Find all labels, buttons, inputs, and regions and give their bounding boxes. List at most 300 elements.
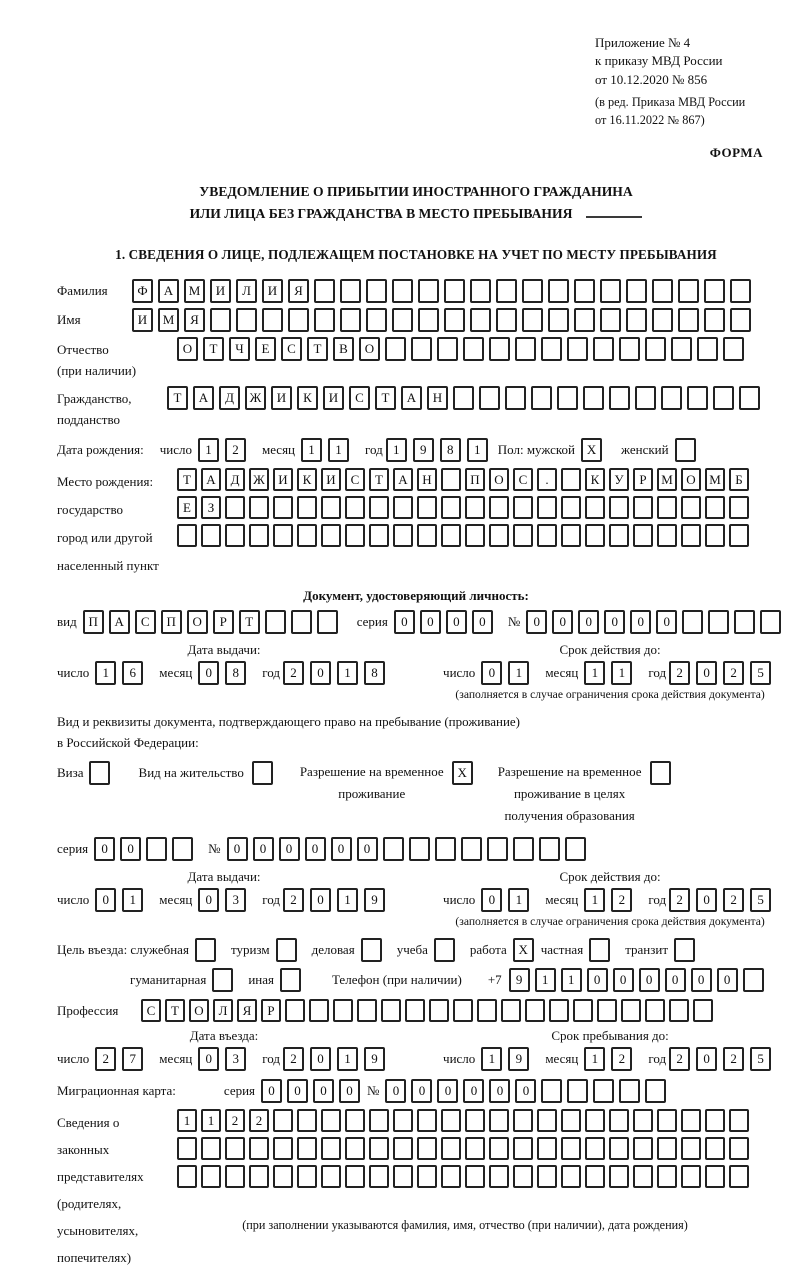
form-cell[interactable] bbox=[417, 524, 437, 547]
form-cell[interactable] bbox=[567, 337, 588, 361]
form-cell[interactable]: А bbox=[401, 386, 422, 410]
form-cell[interactable]: 1 bbox=[328, 438, 349, 462]
form-cell[interactable] bbox=[489, 524, 509, 547]
form-cell[interactable]: Е bbox=[177, 496, 197, 519]
form-cell[interactable]: 0 bbox=[305, 837, 326, 861]
form-cell[interactable] bbox=[345, 1137, 365, 1160]
form-cell[interactable] bbox=[729, 496, 749, 519]
form-cell[interactable] bbox=[657, 1137, 677, 1160]
form-cell[interactable]: 0 bbox=[339, 1079, 360, 1103]
form-cell[interactable] bbox=[201, 1137, 221, 1160]
form-cell[interactable] bbox=[652, 279, 673, 303]
form-cell[interactable] bbox=[681, 524, 701, 547]
form-cell[interactable] bbox=[89, 761, 110, 785]
form-cell[interactable] bbox=[249, 1165, 269, 1188]
form-cell[interactable]: И bbox=[210, 279, 231, 303]
form-cell[interactable]: 0 bbox=[385, 1079, 406, 1103]
form-cell[interactable]: 0 bbox=[120, 837, 141, 861]
form-cell[interactable] bbox=[585, 1137, 605, 1160]
form-cell[interactable] bbox=[489, 1109, 509, 1132]
form-cell[interactable] bbox=[548, 279, 569, 303]
form-cell[interactable] bbox=[340, 308, 361, 332]
form-cell[interactable] bbox=[453, 999, 473, 1022]
form-cell[interactable] bbox=[333, 999, 353, 1022]
form-cell[interactable] bbox=[687, 386, 708, 410]
form-cell[interactable]: 2 bbox=[723, 888, 744, 912]
form-cell[interactable] bbox=[393, 496, 413, 519]
form-cell[interactable] bbox=[705, 1137, 725, 1160]
form-cell[interactable]: 0 bbox=[227, 837, 248, 861]
form-cell[interactable]: 9 bbox=[509, 968, 530, 992]
form-cell[interactable] bbox=[635, 386, 656, 410]
form-cell[interactable]: 0 bbox=[515, 1079, 536, 1103]
form-cell[interactable] bbox=[470, 279, 491, 303]
form-cell[interactable] bbox=[309, 999, 329, 1022]
form-cell[interactable]: 1 bbox=[198, 438, 219, 462]
form-cell[interactable] bbox=[574, 308, 595, 332]
form-cell[interactable]: 0 bbox=[310, 888, 331, 912]
form-cell[interactable]: С bbox=[345, 468, 365, 491]
form-cell[interactable]: 1 bbox=[611, 661, 632, 685]
form-cell[interactable] bbox=[285, 999, 305, 1022]
form-cell[interactable] bbox=[713, 386, 734, 410]
form-cell[interactable] bbox=[465, 496, 485, 519]
form-cell[interactable]: С bbox=[141, 999, 161, 1022]
form-cell[interactable] bbox=[392, 308, 413, 332]
form-cell[interactable] bbox=[249, 524, 269, 547]
form-cell[interactable]: Л bbox=[213, 999, 233, 1022]
form-cell[interactable]: 0 bbox=[95, 888, 116, 912]
form-cell[interactable] bbox=[288, 308, 309, 332]
form-cell[interactable] bbox=[675, 438, 696, 462]
form-cell[interactable] bbox=[477, 999, 497, 1022]
form-cell[interactable]: 0 bbox=[261, 1079, 282, 1103]
form-cell[interactable]: 7 bbox=[122, 1047, 143, 1071]
form-cell[interactable] bbox=[297, 1109, 317, 1132]
form-cell[interactable]: М bbox=[184, 279, 205, 303]
form-cell[interactable] bbox=[393, 1165, 413, 1188]
form-cell[interactable] bbox=[489, 496, 509, 519]
form-cell[interactable]: 2 bbox=[723, 1047, 744, 1071]
form-cell[interactable] bbox=[671, 337, 692, 361]
form-cell[interactable] bbox=[705, 524, 725, 547]
form-cell[interactable]: Л bbox=[236, 279, 257, 303]
form-cell[interactable] bbox=[561, 468, 581, 491]
form-cell[interactable]: 1 bbox=[584, 888, 605, 912]
form-cell[interactable]: 9 bbox=[364, 1047, 385, 1071]
form-cell[interactable] bbox=[657, 1109, 677, 1132]
form-cell[interactable]: К bbox=[297, 386, 318, 410]
form-cell[interactable] bbox=[273, 1165, 293, 1188]
form-cell[interactable] bbox=[561, 524, 581, 547]
form-cell[interactable] bbox=[444, 308, 465, 332]
form-cell[interactable]: 0 bbox=[313, 1079, 334, 1103]
form-cell[interactable]: 1 bbox=[122, 888, 143, 912]
form-cell[interactable]: 0 bbox=[639, 968, 660, 992]
form-cell[interactable] bbox=[501, 999, 521, 1022]
form-cell[interactable] bbox=[489, 1165, 509, 1188]
form-cell[interactable] bbox=[678, 279, 699, 303]
form-cell[interactable] bbox=[681, 1137, 701, 1160]
form-cell[interactable] bbox=[385, 337, 406, 361]
form-cell[interactable]: 0 bbox=[420, 610, 441, 634]
form-cell[interactable] bbox=[383, 837, 404, 861]
form-cell[interactable] bbox=[513, 837, 534, 861]
form-cell[interactable] bbox=[249, 1137, 269, 1160]
form-cell[interactable]: 0 bbox=[94, 837, 115, 861]
form-cell[interactable] bbox=[177, 524, 197, 547]
form-cell[interactable] bbox=[730, 279, 751, 303]
form-cell[interactable] bbox=[678, 308, 699, 332]
form-cell[interactable]: Я bbox=[288, 279, 309, 303]
form-cell[interactable]: 0 bbox=[331, 837, 352, 861]
form-cell[interactable]: 1 bbox=[201, 1109, 221, 1132]
form-cell[interactable]: 2 bbox=[95, 1047, 116, 1071]
form-cell[interactable] bbox=[437, 337, 458, 361]
form-cell[interactable]: 1 bbox=[337, 1047, 358, 1071]
form-cell[interactable]: О bbox=[177, 337, 198, 361]
form-cell[interactable]: 0 bbox=[604, 610, 625, 634]
form-cell[interactable] bbox=[357, 999, 377, 1022]
form-cell[interactable] bbox=[273, 524, 293, 547]
form-cell[interactable] bbox=[609, 524, 629, 547]
form-cell[interactable]: Д bbox=[225, 468, 245, 491]
form-cell[interactable]: Т bbox=[177, 468, 197, 491]
form-cell[interactable] bbox=[681, 1165, 701, 1188]
form-cell[interactable] bbox=[593, 337, 614, 361]
form-cell[interactable]: Р bbox=[213, 610, 234, 634]
form-cell[interactable] bbox=[669, 999, 689, 1022]
form-cell[interactable]: 0 bbox=[310, 1047, 331, 1071]
form-cell[interactable] bbox=[705, 1109, 725, 1132]
form-cell[interactable] bbox=[652, 308, 673, 332]
form-cell[interactable]: Н bbox=[427, 386, 448, 410]
form-cell[interactable]: 1 bbox=[508, 888, 529, 912]
form-cell[interactable]: 1 bbox=[301, 438, 322, 462]
form-cell[interactable]: И bbox=[262, 279, 283, 303]
form-cell[interactable] bbox=[609, 1137, 629, 1160]
form-cell[interactable] bbox=[470, 308, 491, 332]
form-cell[interactable] bbox=[619, 337, 640, 361]
form-cell[interactable] bbox=[314, 308, 335, 332]
form-cell[interactable]: 1 bbox=[337, 661, 358, 685]
form-cell[interactable]: И bbox=[271, 386, 292, 410]
form-cell[interactable]: 0 bbox=[463, 1079, 484, 1103]
form-cell[interactable]: Ж bbox=[249, 468, 269, 491]
form-cell[interactable] bbox=[441, 468, 461, 491]
form-cell[interactable] bbox=[434, 938, 455, 962]
form-cell[interactable] bbox=[609, 496, 629, 519]
form-cell[interactable]: Я bbox=[184, 308, 205, 332]
form-cell[interactable] bbox=[273, 496, 293, 519]
form-cell[interactable] bbox=[366, 279, 387, 303]
form-cell[interactable] bbox=[265, 610, 286, 634]
form-cell[interactable]: Ч bbox=[229, 337, 250, 361]
form-cell[interactable]: А bbox=[201, 468, 221, 491]
form-cell[interactable]: 5 bbox=[750, 1047, 771, 1071]
form-cell[interactable]: 0 bbox=[198, 1047, 219, 1071]
form-cell[interactable] bbox=[393, 1109, 413, 1132]
form-cell[interactable]: 0 bbox=[198, 888, 219, 912]
form-cell[interactable] bbox=[633, 496, 653, 519]
form-cell[interactable]: Я bbox=[237, 999, 257, 1022]
form-cell[interactable] bbox=[201, 524, 221, 547]
form-cell[interactable]: 2 bbox=[669, 1047, 690, 1071]
form-cell[interactable] bbox=[321, 496, 341, 519]
form-cell[interactable] bbox=[633, 524, 653, 547]
form-cell[interactable] bbox=[561, 1165, 581, 1188]
form-cell[interactable]: 2 bbox=[723, 661, 744, 685]
form-cell[interactable]: 0 bbox=[481, 661, 502, 685]
form-cell[interactable] bbox=[567, 1079, 588, 1103]
form-cell[interactable]: 6 bbox=[122, 661, 143, 685]
form-cell[interactable] bbox=[297, 1165, 317, 1188]
form-cell[interactable] bbox=[417, 496, 437, 519]
form-cell[interactable] bbox=[704, 308, 725, 332]
form-cell[interactable]: К bbox=[585, 468, 605, 491]
form-cell[interactable] bbox=[435, 837, 456, 861]
form-cell[interactable] bbox=[345, 524, 365, 547]
form-cell[interactable] bbox=[392, 279, 413, 303]
form-cell[interactable] bbox=[573, 999, 593, 1022]
form-cell[interactable] bbox=[280, 968, 301, 992]
form-cell[interactable] bbox=[585, 1165, 605, 1188]
form-cell[interactable]: 0 bbox=[198, 661, 219, 685]
form-cell[interactable] bbox=[225, 524, 245, 547]
form-cell[interactable]: В bbox=[333, 337, 354, 361]
form-cell[interactable]: 9 bbox=[364, 888, 385, 912]
form-cell[interactable] bbox=[381, 999, 401, 1022]
form-cell[interactable] bbox=[589, 938, 610, 962]
form-cell[interactable]: 1 bbox=[386, 438, 407, 462]
form-cell[interactable]: 8 bbox=[440, 438, 461, 462]
form-cell[interactable]: П bbox=[83, 610, 104, 634]
form-cell[interactable]: 0 bbox=[656, 610, 677, 634]
form-cell[interactable]: Д bbox=[219, 386, 240, 410]
form-cell[interactable]: М bbox=[705, 468, 725, 491]
form-cell[interactable] bbox=[633, 1137, 653, 1160]
form-cell[interactable] bbox=[681, 1109, 701, 1132]
form-cell[interactable] bbox=[321, 1137, 341, 1160]
form-cell[interactable]: Т bbox=[167, 386, 188, 410]
form-cell[interactable] bbox=[441, 1165, 461, 1188]
form-cell[interactable]: Т bbox=[165, 999, 185, 1022]
form-cell[interactable]: С bbox=[135, 610, 156, 634]
form-cell[interactable] bbox=[146, 837, 167, 861]
form-cell[interactable] bbox=[537, 1109, 557, 1132]
form-cell[interactable] bbox=[537, 524, 557, 547]
form-cell[interactable] bbox=[369, 524, 389, 547]
form-cell[interactable] bbox=[291, 610, 312, 634]
form-cell[interactable] bbox=[297, 496, 317, 519]
form-cell[interactable] bbox=[429, 999, 449, 1022]
form-cell[interactable]: 9 bbox=[508, 1047, 529, 1071]
form-cell[interactable] bbox=[697, 337, 718, 361]
form-cell[interactable] bbox=[729, 1137, 749, 1160]
form-cell[interactable] bbox=[583, 386, 604, 410]
form-cell[interactable] bbox=[619, 1079, 640, 1103]
form-cell[interactable]: Т bbox=[369, 468, 389, 491]
form-cell[interactable]: 0 bbox=[437, 1079, 458, 1103]
form-cell[interactable]: X bbox=[513, 938, 534, 962]
form-cell[interactable]: 0 bbox=[253, 837, 274, 861]
form-cell[interactable] bbox=[682, 610, 703, 634]
form-cell[interactable] bbox=[561, 1137, 581, 1160]
form-cell[interactable] bbox=[585, 1109, 605, 1132]
form-cell[interactable] bbox=[513, 1137, 533, 1160]
form-cell[interactable]: У bbox=[609, 468, 629, 491]
form-cell[interactable]: 0 bbox=[411, 1079, 432, 1103]
form-cell[interactable] bbox=[417, 1165, 437, 1188]
form-cell[interactable]: 2 bbox=[669, 888, 690, 912]
form-cell[interactable]: 1 bbox=[584, 661, 605, 685]
form-cell[interactable]: А bbox=[158, 279, 179, 303]
form-cell[interactable]: 1 bbox=[467, 438, 488, 462]
form-cell[interactable] bbox=[361, 938, 382, 962]
form-cell[interactable]: Н bbox=[417, 468, 437, 491]
form-cell[interactable] bbox=[212, 968, 233, 992]
form-cell[interactable]: 0 bbox=[696, 888, 717, 912]
form-cell[interactable] bbox=[418, 308, 439, 332]
form-cell[interactable] bbox=[657, 496, 677, 519]
form-cell[interactable] bbox=[549, 999, 569, 1022]
form-cell[interactable] bbox=[340, 279, 361, 303]
form-cell[interactable] bbox=[729, 1165, 749, 1188]
form-cell[interactable] bbox=[704, 279, 725, 303]
form-cell[interactable] bbox=[705, 1165, 725, 1188]
form-cell[interactable] bbox=[626, 308, 647, 332]
form-cell[interactable] bbox=[465, 524, 485, 547]
form-cell[interactable]: 0 bbox=[552, 610, 573, 634]
form-cell[interactable] bbox=[600, 279, 621, 303]
form-cell[interactable]: 0 bbox=[357, 837, 378, 861]
form-cell[interactable] bbox=[505, 386, 526, 410]
form-cell[interactable] bbox=[522, 279, 543, 303]
form-cell[interactable]: 0 bbox=[446, 610, 467, 634]
form-cell[interactable] bbox=[369, 1137, 389, 1160]
form-cell[interactable]: 1 bbox=[561, 968, 582, 992]
form-cell[interactable]: 0 bbox=[578, 610, 599, 634]
form-cell[interactable] bbox=[225, 1137, 245, 1160]
form-cell[interactable] bbox=[531, 386, 552, 410]
form-cell[interactable] bbox=[441, 1137, 461, 1160]
form-cell[interactable] bbox=[417, 1109, 437, 1132]
form-cell[interactable] bbox=[210, 308, 231, 332]
form-cell[interactable] bbox=[541, 1079, 562, 1103]
form-cell[interactable] bbox=[252, 761, 273, 785]
form-cell[interactable] bbox=[496, 279, 517, 303]
form-cell[interactable] bbox=[273, 1109, 293, 1132]
form-cell[interactable] bbox=[441, 496, 461, 519]
form-cell[interactable] bbox=[525, 999, 545, 1022]
form-cell[interactable] bbox=[369, 496, 389, 519]
form-cell[interactable] bbox=[760, 610, 781, 634]
form-cell[interactable]: И bbox=[273, 468, 293, 491]
form-cell[interactable] bbox=[537, 496, 557, 519]
form-cell[interactable] bbox=[522, 308, 543, 332]
form-cell[interactable]: X bbox=[452, 761, 473, 785]
form-cell[interactable] bbox=[730, 308, 751, 332]
form-cell[interactable] bbox=[515, 337, 536, 361]
form-cell[interactable]: О bbox=[189, 999, 209, 1022]
form-cell[interactable] bbox=[609, 1165, 629, 1188]
form-cell[interactable] bbox=[489, 337, 510, 361]
form-cell[interactable] bbox=[657, 524, 677, 547]
form-cell[interactable] bbox=[743, 968, 764, 992]
form-cell[interactable] bbox=[418, 279, 439, 303]
form-cell[interactable]: И bbox=[321, 468, 341, 491]
form-cell[interactable] bbox=[600, 308, 621, 332]
form-cell[interactable] bbox=[463, 337, 484, 361]
form-cell[interactable] bbox=[650, 761, 671, 785]
form-cell[interactable]: 1 bbox=[337, 888, 358, 912]
form-cell[interactable]: О bbox=[681, 468, 701, 491]
form-cell[interactable] bbox=[626, 279, 647, 303]
form-cell[interactable] bbox=[195, 938, 216, 962]
form-cell[interactable] bbox=[674, 938, 695, 962]
form-cell[interactable] bbox=[411, 337, 432, 361]
form-cell[interactable] bbox=[645, 999, 665, 1022]
form-cell[interactable] bbox=[585, 496, 605, 519]
form-cell[interactable]: О bbox=[489, 468, 509, 491]
form-cell[interactable] bbox=[177, 1137, 197, 1160]
form-cell[interactable] bbox=[345, 1165, 365, 1188]
form-cell[interactable] bbox=[465, 1109, 485, 1132]
form-cell[interactable] bbox=[621, 999, 641, 1022]
form-cell[interactable] bbox=[321, 1165, 341, 1188]
form-cell[interactable]: 0 bbox=[489, 1079, 510, 1103]
form-cell[interactable]: 0 bbox=[394, 610, 415, 634]
form-cell[interactable] bbox=[633, 1109, 653, 1132]
form-cell[interactable] bbox=[487, 837, 508, 861]
form-cell[interactable]: 2 bbox=[283, 661, 304, 685]
form-cell[interactable] bbox=[297, 524, 317, 547]
form-cell[interactable]: 2 bbox=[611, 888, 632, 912]
form-cell[interactable] bbox=[393, 524, 413, 547]
form-cell[interactable]: С bbox=[281, 337, 302, 361]
form-cell[interactable] bbox=[276, 938, 297, 962]
form-cell[interactable]: 0 bbox=[279, 837, 300, 861]
form-cell[interactable]: 0 bbox=[717, 968, 738, 992]
form-cell[interactable]: Т bbox=[375, 386, 396, 410]
form-cell[interactable]: И bbox=[132, 308, 153, 332]
form-cell[interactable] bbox=[537, 1165, 557, 1188]
form-cell[interactable] bbox=[739, 386, 760, 410]
form-cell[interactable]: Б bbox=[729, 468, 749, 491]
form-cell[interactable] bbox=[661, 386, 682, 410]
form-cell[interactable]: 1 bbox=[177, 1109, 197, 1132]
form-cell[interactable]: 1 bbox=[481, 1047, 502, 1071]
form-cell[interactable]: Т bbox=[307, 337, 328, 361]
form-cell[interactable]: Ф bbox=[132, 279, 153, 303]
form-cell[interactable] bbox=[609, 1109, 629, 1132]
form-cell[interactable]: Е bbox=[255, 337, 276, 361]
form-cell[interactable] bbox=[441, 1109, 461, 1132]
form-cell[interactable] bbox=[366, 308, 387, 332]
form-cell[interactable] bbox=[369, 1109, 389, 1132]
form-cell[interactable]: М bbox=[657, 468, 677, 491]
form-cell[interactable] bbox=[548, 308, 569, 332]
form-cell[interactable] bbox=[496, 308, 517, 332]
form-cell[interactable]: 0 bbox=[691, 968, 712, 992]
form-cell[interactable]: О bbox=[187, 610, 208, 634]
form-cell[interactable] bbox=[461, 837, 482, 861]
form-cell[interactable]: 0 bbox=[613, 968, 634, 992]
form-cell[interactable] bbox=[172, 837, 193, 861]
form-cell[interactable]: 8 bbox=[364, 661, 385, 685]
form-cell[interactable]: 2 bbox=[225, 438, 246, 462]
form-cell[interactable]: А bbox=[193, 386, 214, 410]
